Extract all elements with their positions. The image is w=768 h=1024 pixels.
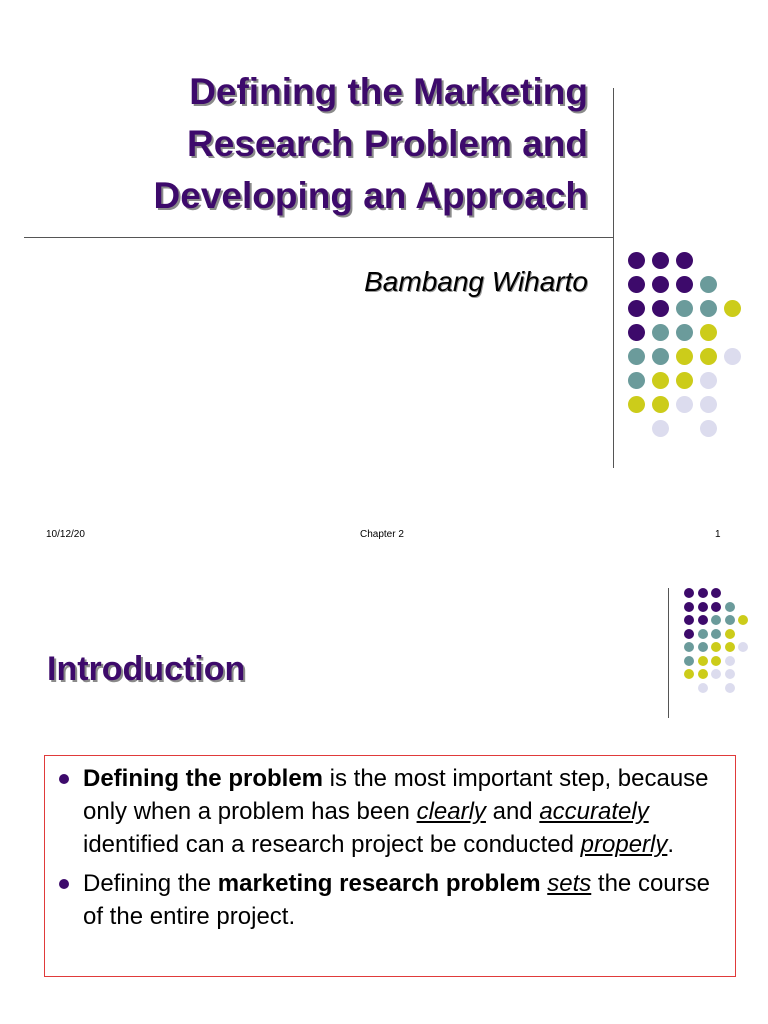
decorative-dot: [725, 683, 735, 693]
decorative-dot: [652, 276, 669, 293]
decorative-dot: [738, 642, 748, 652]
author-name: Bambang Wiharto: [364, 266, 588, 297]
decorative-dot: [652, 396, 669, 413]
decorative-dot: [698, 615, 708, 625]
decorative-dot: [676, 276, 693, 293]
footer-date: 10/12/20: [46, 529, 85, 540]
slide2-title: Introduction: [47, 650, 246, 688]
emphasis-underline: properly: [580, 831, 668, 858]
decorative-dot: [698, 588, 708, 598]
decorative-dot: [628, 348, 645, 365]
text-run: identified can a research project be conducted: [83, 831, 581, 858]
vertical-divider: [613, 88, 614, 468]
decorative-dot: [711, 656, 721, 666]
decorative-dot: [724, 300, 741, 317]
decorative-dot: [725, 642, 735, 652]
decorative-dot: [698, 656, 708, 666]
decorative-dot: [700, 420, 717, 437]
decorative-dot: [652, 420, 669, 437]
decorative-dot: [652, 348, 669, 365]
decorative-dot: [652, 300, 669, 317]
decorative-dot: [738, 615, 748, 625]
decorative-dot: [725, 669, 735, 679]
content-box: [44, 755, 736, 977]
decorative-dot: [725, 656, 735, 666]
emphasis-bold: marketing research problem: [217, 870, 541, 897]
decorative-dot: [725, 615, 735, 625]
decorative-dot: [676, 252, 693, 269]
text-run: Defining the: [83, 870, 218, 897]
footer-chapter: Chapter 2: [360, 529, 404, 540]
decorative-dot: [676, 348, 693, 365]
decorative-dot: [628, 300, 645, 317]
decorative-dot: [711, 602, 721, 612]
text-run: and: [485, 798, 540, 825]
decorative-dot: [628, 396, 645, 413]
decorative-dot: [700, 396, 717, 413]
decorative-dot: [700, 300, 717, 317]
decorative-dot: [700, 348, 717, 365]
decorative-dot: [684, 629, 694, 639]
decorative-dot: [725, 602, 735, 612]
decorative-dot: [711, 642, 721, 652]
decorative-dot: [684, 588, 694, 598]
decorative-dot: [725, 629, 735, 639]
title-line-3: Developing an Approach: [153, 175, 588, 216]
decorative-dot: [676, 300, 693, 317]
decorative-dot: [684, 602, 694, 612]
decorative-dot: [684, 642, 694, 652]
decorative-dot: [698, 642, 708, 652]
footer-page-number: 1: [715, 529, 721, 540]
decorative-dot: [628, 372, 645, 389]
decorative-dot: [676, 324, 693, 341]
decorative-dot: [700, 372, 717, 389]
dot-pattern-decoration: [628, 252, 758, 442]
decorative-dot: [711, 588, 721, 598]
decorative-dot: [724, 348, 741, 365]
decorative-dot: [628, 324, 645, 341]
bullet-item: [45, 867, 735, 933]
emphasis-underline: sets: [547, 870, 592, 897]
text-run: is the most important step, because only when a problem has been: [83, 765, 709, 825]
bullet-list: [45, 762, 735, 939]
decorative-dot: [676, 372, 693, 389]
decorative-dot: [700, 276, 717, 293]
decorative-dot: [711, 669, 721, 679]
emphasis-underline: accurately: [539, 798, 649, 825]
decorative-dot: [628, 252, 645, 269]
dot-pattern-decoration-small: [684, 588, 764, 698]
decorative-dot: [676, 396, 693, 413]
decorative-dot: [684, 669, 694, 679]
text-run: the course of the entire project.: [83, 870, 710, 930]
decorative-dot: [652, 372, 669, 389]
decorative-dot: [698, 669, 708, 679]
emphasis-underline: clearly: [416, 798, 486, 825]
decorative-dot: [684, 656, 694, 666]
decorative-dot: [700, 324, 717, 341]
decorative-dot: [628, 276, 645, 293]
decorative-dot: [711, 615, 721, 625]
slide1-title: [40, 66, 588, 222]
emphasis-bold: Defining the problem: [83, 765, 323, 792]
decorative-dot: [711, 629, 721, 639]
decorative-dot: [698, 683, 708, 693]
text-run: .: [667, 831, 675, 858]
decorative-dot: [652, 252, 669, 269]
bullet-icon: [59, 879, 69, 889]
decorative-dot: [698, 629, 708, 639]
horizontal-divider: [24, 237, 614, 238]
decorative-dot: [652, 324, 669, 341]
vertical-divider-small: [668, 588, 669, 718]
decorative-dot: [684, 615, 694, 625]
bullet-item: [45, 762, 735, 861]
title-line-1: Defining the Marketing: [189, 71, 588, 112]
title-line-2: Research Problem and: [187, 123, 588, 164]
bullet-icon: [59, 774, 69, 784]
decorative-dot: [698, 602, 708, 612]
